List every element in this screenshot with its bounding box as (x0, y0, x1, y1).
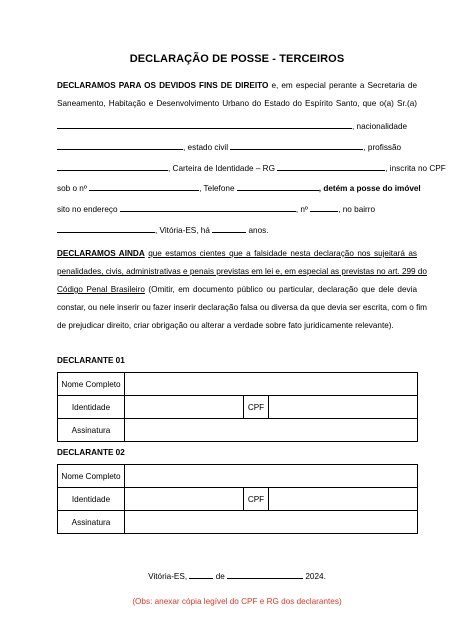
identidade-label: Identidade (58, 488, 125, 511)
bairro-blank[interactable] (57, 224, 155, 233)
nacionalidade-label: , nacionalidade (352, 122, 408, 131)
table-row (58, 373, 418, 396)
assinatura-label: Assinatura (58, 511, 125, 534)
declarante-02-label: DECLARANTE 02 (57, 448, 125, 457)
nome-completo-label: Nome Completo (58, 373, 125, 396)
nome-completo-field[interactable] (125, 373, 418, 396)
assinatura-field[interactable] (125, 511, 418, 534)
nome-completo-field[interactable] (125, 465, 418, 488)
p1-line-4 (57, 141, 417, 153)
assinatura-field[interactable] (125, 419, 418, 442)
table-row (58, 465, 418, 488)
profissao-label: , profissão (363, 143, 402, 152)
p1-line-1-rest: e, em especial perante a Secretaria de (271, 81, 418, 90)
p1-lead-bold: DECLARAMOS PARA OS DEVIDOS FINS DE DIREITO (57, 81, 269, 90)
anos-label: anos. (248, 226, 269, 235)
cpf-number-blank[interactable] (89, 182, 199, 191)
cpf-label: CPF (244, 488, 269, 511)
p2-line-3 (57, 284, 417, 295)
date-line (0, 570, 474, 581)
nacionalidade-blank[interactable] (57, 141, 183, 150)
p1-line-7 (57, 203, 417, 215)
obs-note: (Obs: anexar cópia legível do CPF e RG dos declarantes) (132, 597, 342, 606)
posse-imovel-label: , detém a posse do imóvel (318, 184, 421, 193)
month-blank[interactable] (227, 570, 303, 579)
p1-line-6 (57, 182, 421, 194)
identidade-label: Identidade (58, 396, 125, 419)
day-blank[interactable] (189, 570, 213, 579)
p1-line-3 (57, 120, 417, 132)
p1-line-8 (57, 224, 417, 236)
numero-blank[interactable] (310, 203, 338, 212)
cpf-label: , inscrita no CPF (385, 164, 446, 173)
p1-line-5 (57, 162, 446, 174)
name-blank[interactable] (57, 120, 352, 129)
endereco-label: sito no endereço (57, 205, 118, 214)
numero-label: , nº (295, 205, 308, 214)
date-de: de (215, 572, 225, 581)
telefone-blank[interactable] (237, 182, 319, 191)
identidade-field[interactable] (125, 488, 244, 511)
codigo-penal-text: Código Penal Brasileiro (57, 285, 145, 294)
p1-line-1 (57, 80, 417, 91)
telefone-label: , Telefone (199, 184, 235, 193)
declarante-02-table (57, 464, 418, 534)
p2-line-5: de prejudicar direito, criar obrigação ou alterar a verdade sobre fato juridicamente relevante). (57, 321, 394, 330)
p2-lead: DECLARAMOS AINDA (57, 249, 145, 258)
date-city: Vitória-ES, (148, 572, 188, 581)
table-row (58, 396, 418, 419)
endereco-blank[interactable] (120, 203, 296, 212)
sob-o-no-label: sob o nº (57, 184, 87, 193)
p2-line-2 (57, 266, 427, 277)
bairro-label: , no bairro (338, 205, 376, 214)
identidade-field[interactable] (125, 396, 244, 419)
declarante-01-table (57, 372, 418, 442)
p2-line-2-text: penalidades, civis, administrativas e penais previstas em lei e, em especial as previstas no art. 299 do (57, 267, 427, 276)
estado-civil-blank[interactable] (230, 141, 363, 150)
profissao-blank[interactable] (57, 162, 168, 171)
cpf-label: CPF (244, 396, 269, 419)
p2-line-1-text: que estamos cientes que a falsidade nesta declaração nos sujeitará as (148, 249, 418, 258)
p1-line-2: Saneamento, Habitação e Desenvolvimento Urbano do Estado do Espírito Santo, que o(a) Sr.(a) (57, 99, 417, 108)
cpf-field[interactable] (269, 396, 418, 419)
p2-line-4: constar, ou nele inserir ou fazer inserir declaração falsa ou diversa da que devia ser escrita, com o fim (57, 303, 427, 312)
document-title: DECLARAÇÃO DE POSSE - TERCEIROS (129, 53, 345, 65)
vitoria-ha-label: , Vitória-ES, há (155, 226, 210, 235)
rg-label: , Carteira de Identidade – RG (168, 164, 275, 173)
rg-blank[interactable] (277, 162, 385, 171)
table-row (58, 419, 418, 442)
assinatura-label: Assinatura (58, 419, 125, 442)
nome-completo-label: Nome Completo (58, 465, 125, 488)
cpf-field[interactable] (269, 488, 418, 511)
date-year: 2024. (305, 572, 326, 581)
estado-civil-label: , estado civil (183, 143, 229, 152)
declarante-01-label: DECLARANTE 01 (57, 356, 125, 365)
table-row (58, 511, 418, 534)
p2-line-1 (57, 248, 417, 259)
anos-blank[interactable] (212, 224, 246, 233)
p2-line-3-rest: (Omitir, em documento público ou particular, declaração que dele devia (148, 285, 417, 294)
table-row (58, 488, 418, 511)
